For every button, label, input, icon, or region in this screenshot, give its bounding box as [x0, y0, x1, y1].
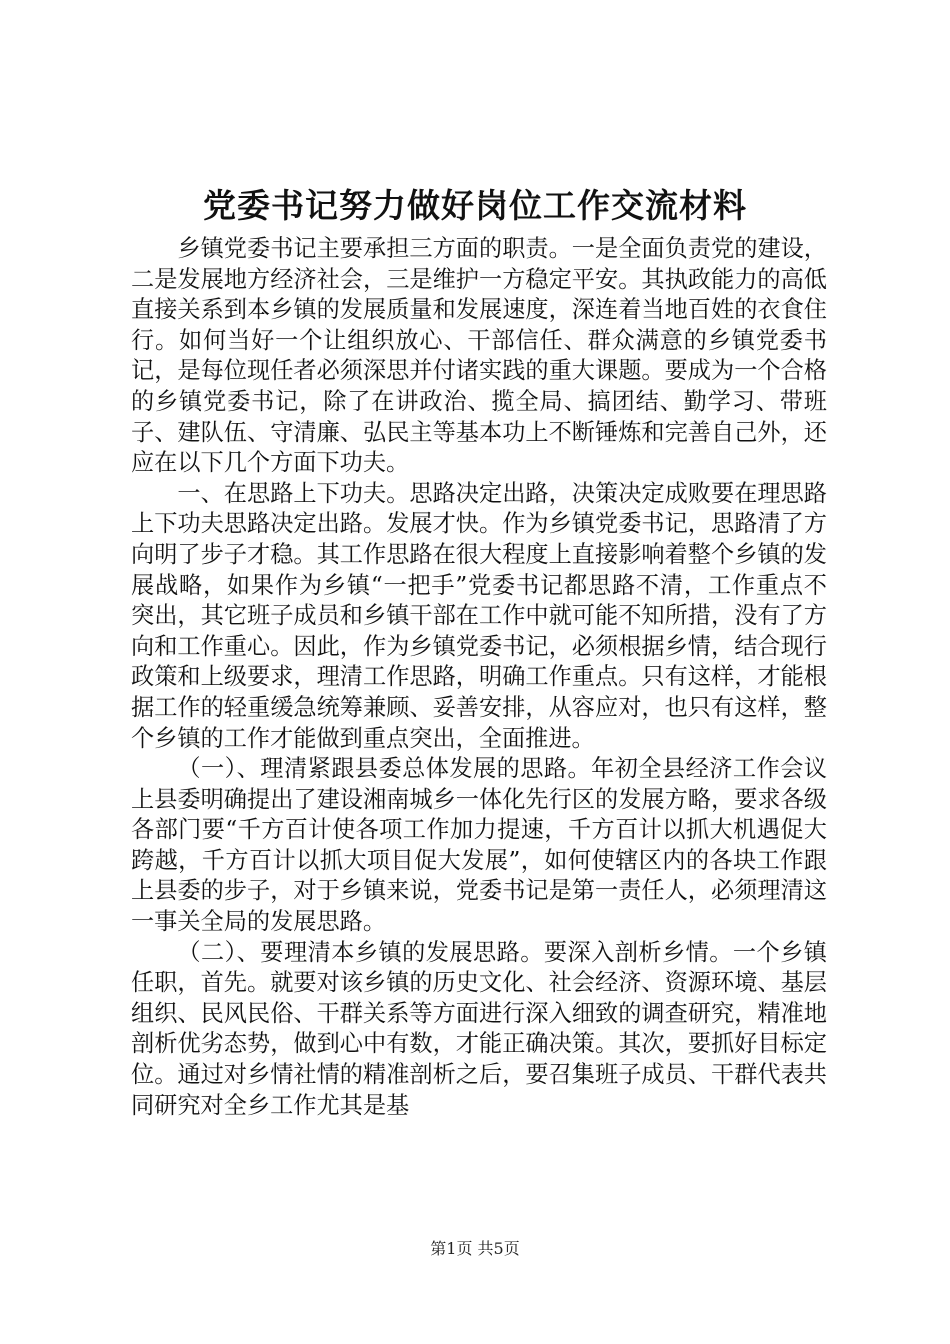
document-title: 党委书记努力做好岗位工作交流材料 — [203, 186, 747, 225]
document-body — [131, 234, 827, 1121]
page-number-footer: 第1页 共5页 — [430, 1239, 520, 1258]
paragraph-intro: 乡镇党委书记主要承担三方面的职责。一是全面负责党的建设，二是发展地方经济社会，三是维护一方稳定平安。其执政能力的高低直接关系到本乡镇的发展质量和发展速度，深连着当地百姓的衣食住行。如何当好一个让组织放心、干部信任、群众满意的乡镇党委书记，是每位现任者必须深思并付诸实践的重大课题。要成为一个合格的乡镇党委书记，除了在讲政治、揽全局、搞团结、勤学习、带班子、建队伍、守清廉、弘民主等基本功上不断锤炼和完善自己外，还应在以下几个方面下功夫。 — [131, 235, 827, 477]
paragraph-subsection-2: （二）、要理清本乡镇的发展思路。要深入剖析乡情。一个乡镇任职，首先。就要对该乡镇的历史文化、社会经济、资源环境、基层组织、民风民俗、干群关系等方面进行深入细致的调查研究，精准地剖析优劣态势，做到心中有数，才能正确决策。其次，要抓好目标定位。通过对乡情社情的精准剖析之后，要召集班子成员、干群代表共同研究对全乡工作尤其是基 — [131, 938, 827, 1119]
paragraph-subsection-1: （一）、理清紧跟县委总体发展的思路。年初全县经济工作会议上县委明确提出了建设湘南城乡一体化先行区的发展方略，要求各级各部门要“千方百计使各项工作加力提速，千方百计以抓大机遇促大跨越，千方百计以抓大项目促大发展”，如何使辖区内的各块工作跟上县委的步子，对于乡镇来说，党委书记是第一责任人，必须理清这一事关全局的发展思路。 — [131, 755, 827, 936]
paragraph-section-1: 一、在思路上下功夫。思路决定出路，决策决定成败要在理思路上下功夫思路决定出路。发展才快。作为乡镇党委书记，思路清了方向明了步子才稳。其工作思路在很大程度上直接影响着整个乡镇的发展战略，如果作为乡镇“一把手”党委书记都思路不清，工作重点不突出，其它班子成员和乡镇干部在工作中就可能不知所措，没有了方向和工作重心。因此，作为乡镇党委书记，必须根据乡情，结合现行政策和上级要求，理清工作思路，明确工作重点。只有这样，才能根据工作的轻重缓急统筹兼顾、妥善安排，从容应对，也只有这样，整个乡镇的工作才能做到重点突出，全面推进。 — [131, 479, 827, 752]
